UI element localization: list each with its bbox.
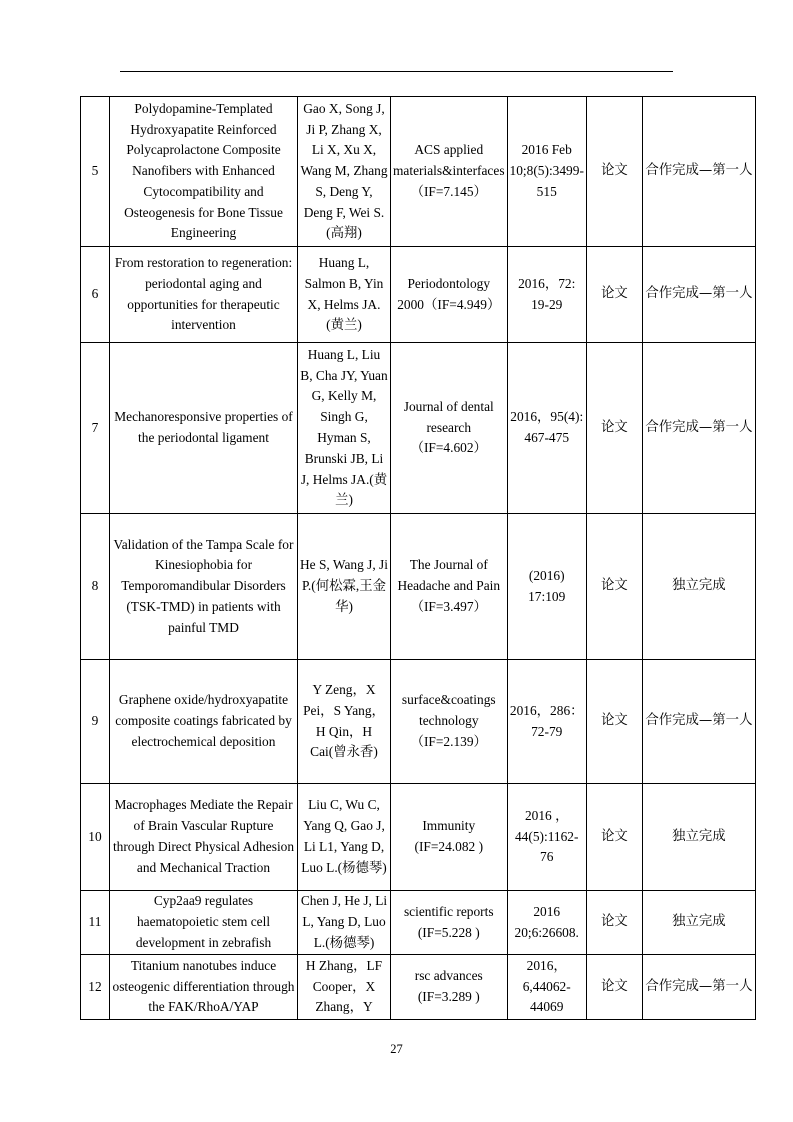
journal-cell: The Journal of Headache and Pain（IF=3.497） — [391, 514, 508, 660]
journal-cell: rsc advances (IF=3.289 ) — [391, 955, 508, 1020]
table-row — [81, 514, 756, 660]
publication-info-cell: (2016) 17:109 — [507, 514, 586, 660]
role-cell: 独立完成 — [642, 891, 755, 955]
journal-cell: surface&coatings technology（IF=2.139） — [391, 660, 508, 784]
row-number-cell: 5 — [81, 97, 110, 247]
authors-cell: He S, Wang J, Ji P.(何松霖,王金华) — [298, 514, 391, 660]
paper-title-cell: Validation of the Tampa Scale for Kinesiophobia for Temporomandibular Disorders (TSK-TMD) in patients with painful TMD — [110, 514, 298, 660]
role-cell: 合作完成—第一人 — [642, 660, 755, 784]
role-cell: 独立完成 — [642, 784, 755, 891]
paper-title-cell: Cyp2aa9 regulates haematopoietic stem cell development in zebrafish — [110, 891, 298, 955]
table-row — [81, 343, 756, 514]
role-cell: 合作完成—第一人 — [642, 343, 755, 514]
paper-title-cell: Macrophages Mediate the Repair of Brain Vascular Rupture through Direct Physical Adhesion and Mechanical Traction — [110, 784, 298, 891]
table-row — [81, 97, 756, 247]
row-number-cell: 12 — [81, 955, 110, 1020]
authors-cell: Liu C, Wu C, Yang Q, Gao J, Li L1, Yang D, Luo L.(杨德琴) — [298, 784, 391, 891]
paper-title-cell: Graphene oxide/hydroxyapatite composite coatings fabricated by electrochemical deposition — [110, 660, 298, 784]
journal-cell: Periodontology 2000（IF=4.949） — [391, 247, 508, 343]
role-cell: 合作完成—第一人 — [642, 247, 755, 343]
row-number-cell: 7 — [81, 343, 110, 514]
table-row — [81, 784, 756, 891]
row-number-cell: 10 — [81, 784, 110, 891]
type-cell: 论文 — [586, 784, 642, 891]
publication-info-cell: 2016 Feb 10;8(5):3499-515 — [507, 97, 586, 247]
publication-info-cell: 2016 20;6:26608. — [507, 891, 586, 955]
type-cell: 论文 — [586, 247, 642, 343]
paper-title-cell: Polydopamine-Templated Hydroxyapatite Reinforced Polycaprolactone Composite Nanofibers with Enhanced Cytocompatibility and Osteogenesis for Bone Tissue Engineering — [110, 97, 298, 247]
publication-info-cell: 2016，286：72-79 — [507, 660, 586, 784]
table-row — [81, 660, 756, 784]
publication-info-cell: 2016，72: 19-29 — [507, 247, 586, 343]
paper-title-cell: Mechanoresponsive properties of the periodontal ligament — [110, 343, 298, 514]
type-cell: 论文 — [586, 660, 642, 784]
journal-cell: Immunity (IF=24.082 ) — [391, 784, 508, 891]
authors-cell: Chen J, He J, Li L, Yang D, Luo L.(杨德琴) — [298, 891, 391, 955]
authors-cell: Y Zeng，X Pei，S Yang，H Qin，H Cai(曾永香) — [298, 660, 391, 784]
authors-cell: Gao X, Song J, Ji P, Zhang X, Li X, Xu X, Wang M, Zhang S, Deng Y, Deng F, Wei S.(高翔) — [298, 97, 391, 247]
table-row — [81, 891, 756, 955]
publication-info-cell: 2016，95(4): 467-475 — [507, 343, 586, 514]
journal-cell: Journal of dental research（IF=4.602） — [391, 343, 508, 514]
row-number-cell: 11 — [81, 891, 110, 955]
type-cell: 论文 — [586, 514, 642, 660]
type-cell: 论文 — [586, 891, 642, 955]
authors-cell: Huang L, Liu B, Cha JY, Yuan G, Kelly M, Singh G, Hyman S, Brunski JB, Li J, Helms JA.(黄兰) — [298, 343, 391, 514]
publication-table — [80, 96, 756, 1020]
role-cell: 独立完成 — [642, 514, 755, 660]
header-rule — [120, 71, 673, 72]
authors-cell: H Zhang，LF Cooper，X Zhang，Y — [298, 955, 391, 1020]
paper-title-cell: From restoration to regeneration: periodontal aging and opportunities for therapeutic intervention — [110, 247, 298, 343]
authors-cell: Huang L, Salmon B, Yin X, Helms JA.(黄兰) — [298, 247, 391, 343]
row-number-cell: 8 — [81, 514, 110, 660]
role-cell: 合作完成—第一人 — [642, 97, 755, 247]
publication-info-cell: 2016，6,44062-44069 — [507, 955, 586, 1020]
paper-title-cell: Titanium nanotubes induce osteogenic differentiation through the FAK/RhoA/YAP — [110, 955, 298, 1020]
row-number-cell: 9 — [81, 660, 110, 784]
publication-table-body — [81, 97, 756, 1020]
journal-cell: ACS applied materials&interfaces（IF=7.145） — [391, 97, 508, 247]
table-row — [81, 955, 756, 1020]
table-row — [81, 247, 756, 343]
type-cell: 论文 — [586, 97, 642, 247]
row-number-cell: 6 — [81, 247, 110, 343]
journal-cell: scientific reports (IF=5.228 ) — [391, 891, 508, 955]
role-cell: 合作完成—第一人 — [642, 955, 755, 1020]
page-number: 27 — [390, 1042, 403, 1056]
type-cell: 论文 — [586, 955, 642, 1020]
publication-info-cell: 2016 ，44(5):1162-76 — [507, 784, 586, 891]
type-cell: 论文 — [586, 343, 642, 514]
